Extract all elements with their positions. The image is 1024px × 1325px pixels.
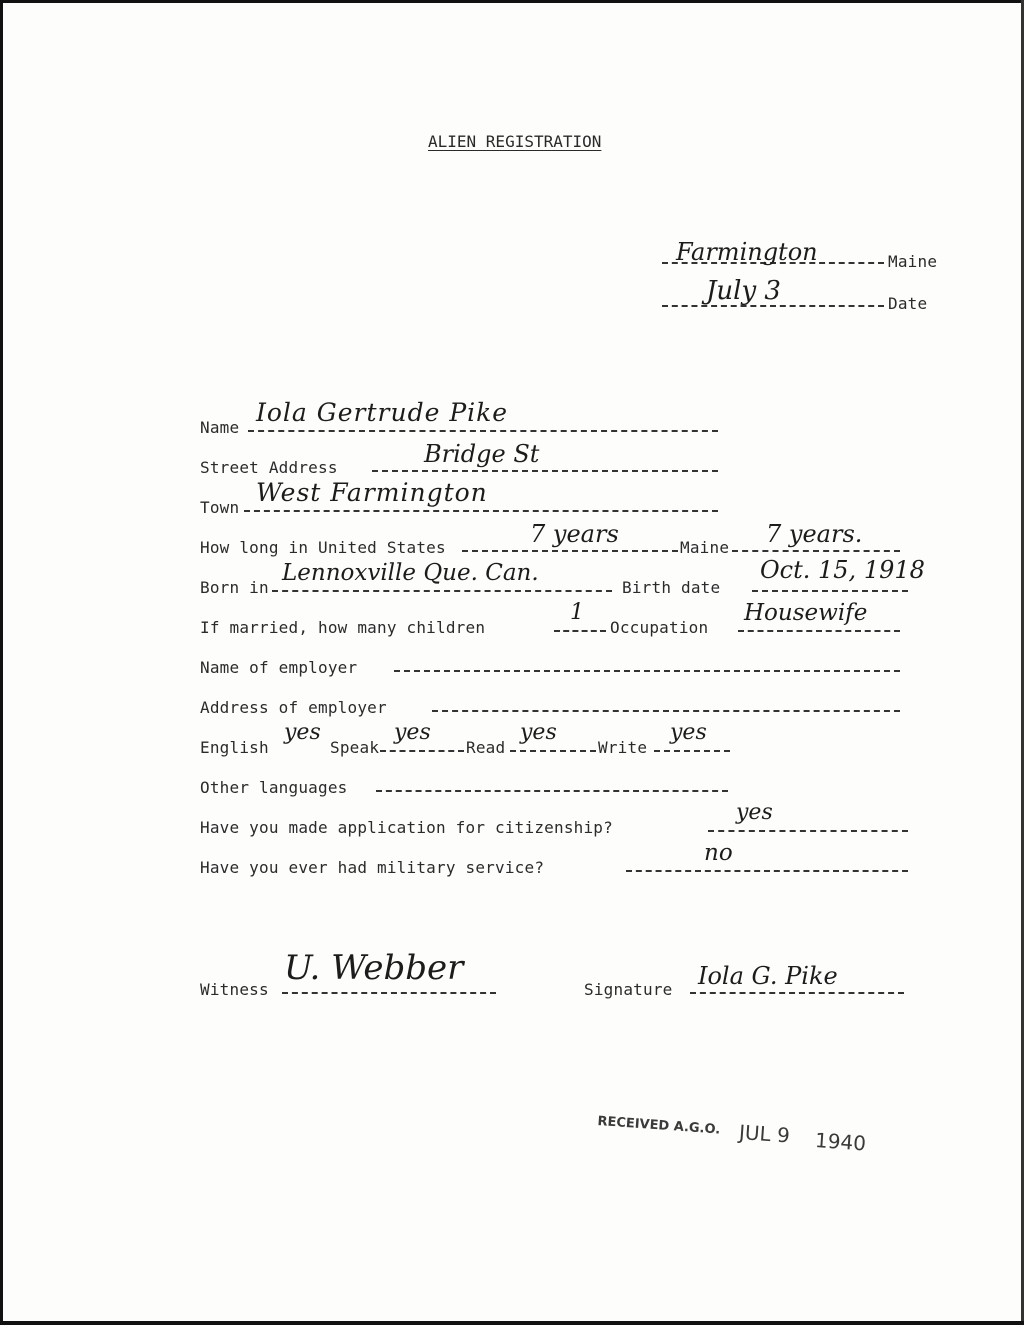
children-line — [554, 630, 606, 632]
town-value: West Farmington — [256, 478, 488, 507]
maine-label: Maine — [680, 538, 730, 557]
write-label: Write — [598, 738, 648, 757]
employer-label: Name of employer — [200, 658, 358, 677]
applicant-signature: Iola G. Pike — [698, 962, 838, 990]
birth-date-label: Birth date — [622, 578, 721, 597]
name-value: Iola Gertrude Pike — [256, 398, 509, 427]
military-label: Have you ever had military service? — [200, 858, 545, 877]
signature-line — [690, 992, 904, 994]
occupation-label: Occupation — [610, 618, 709, 637]
born-line — [272, 590, 612, 592]
document-title: ALIEN REGISTRATION — [428, 132, 602, 151]
employer-address-line — [432, 710, 900, 712]
military-value: no — [704, 840, 733, 866]
how-long-label: How long in United States — [200, 538, 446, 557]
speak-line — [380, 750, 464, 752]
born-label: Born in — [200, 578, 269, 597]
signature-label: Signature — [584, 980, 673, 999]
received-stamp: RECEIVED A.G.O. — [596, 1114, 721, 1138]
birth-date-line — [752, 590, 908, 592]
military-line — [626, 870, 908, 872]
speak-label: Speak — [330, 738, 380, 757]
born-value: Lennoxville Que. Can. — [282, 560, 539, 586]
read-value: yes — [520, 720, 557, 745]
name-label: Name — [200, 418, 240, 437]
stamp-year: 1940 — [814, 1128, 867, 1156]
occupation-line — [738, 630, 900, 632]
witness-line — [282, 992, 496, 994]
maine-value: 7 years. — [766, 520, 863, 548]
read-label: Read — [466, 738, 506, 757]
date-suffix: Date — [888, 294, 928, 313]
maine-line — [732, 550, 900, 552]
children-value: 1 — [570, 600, 584, 625]
write-line — [654, 750, 730, 752]
english-value: yes — [284, 720, 321, 745]
citizenship-line — [708, 830, 908, 832]
scan-edge-bottom — [0, 1321, 1024, 1325]
place-value: Farmington — [676, 238, 818, 266]
employer-line — [394, 670, 900, 672]
read-line — [510, 750, 596, 752]
children-label: If married, how many children — [200, 618, 486, 637]
other-languages-label: Other languages — [200, 778, 348, 797]
town-line — [244, 510, 718, 512]
occupation-value: Housewife — [744, 600, 868, 626]
citizenship-label: Have you made application for citizenship? — [200, 818, 613, 837]
citizenship-value: yes — [736, 800, 773, 825]
witness-label: Witness — [200, 980, 269, 999]
other-languages-line — [376, 790, 728, 792]
scan-edge-top — [0, 0, 1024, 3]
stamp-month-day: JUL 9 — [738, 1120, 791, 1148]
write-value: yes — [670, 720, 707, 745]
town-label: Town — [200, 498, 240, 517]
speak-value: yes — [394, 720, 431, 745]
how-long-value: 7 years — [530, 520, 619, 548]
witness-signature: U. Webber — [284, 948, 464, 988]
employer-address-label: Address of employer — [200, 698, 387, 717]
street-line — [372, 470, 718, 472]
birth-date-value: Oct. 15, 1918 — [760, 556, 925, 584]
name-line — [248, 430, 718, 432]
scan-edge-left — [0, 0, 3, 1325]
english-label: English — [200, 738, 269, 757]
date-value: July 3 — [706, 276, 781, 306]
place-suffix: Maine — [888, 252, 938, 271]
how-long-line — [462, 550, 678, 552]
street-value: Bridge St — [424, 440, 540, 468]
street-label: Street Address — [200, 458, 338, 477]
